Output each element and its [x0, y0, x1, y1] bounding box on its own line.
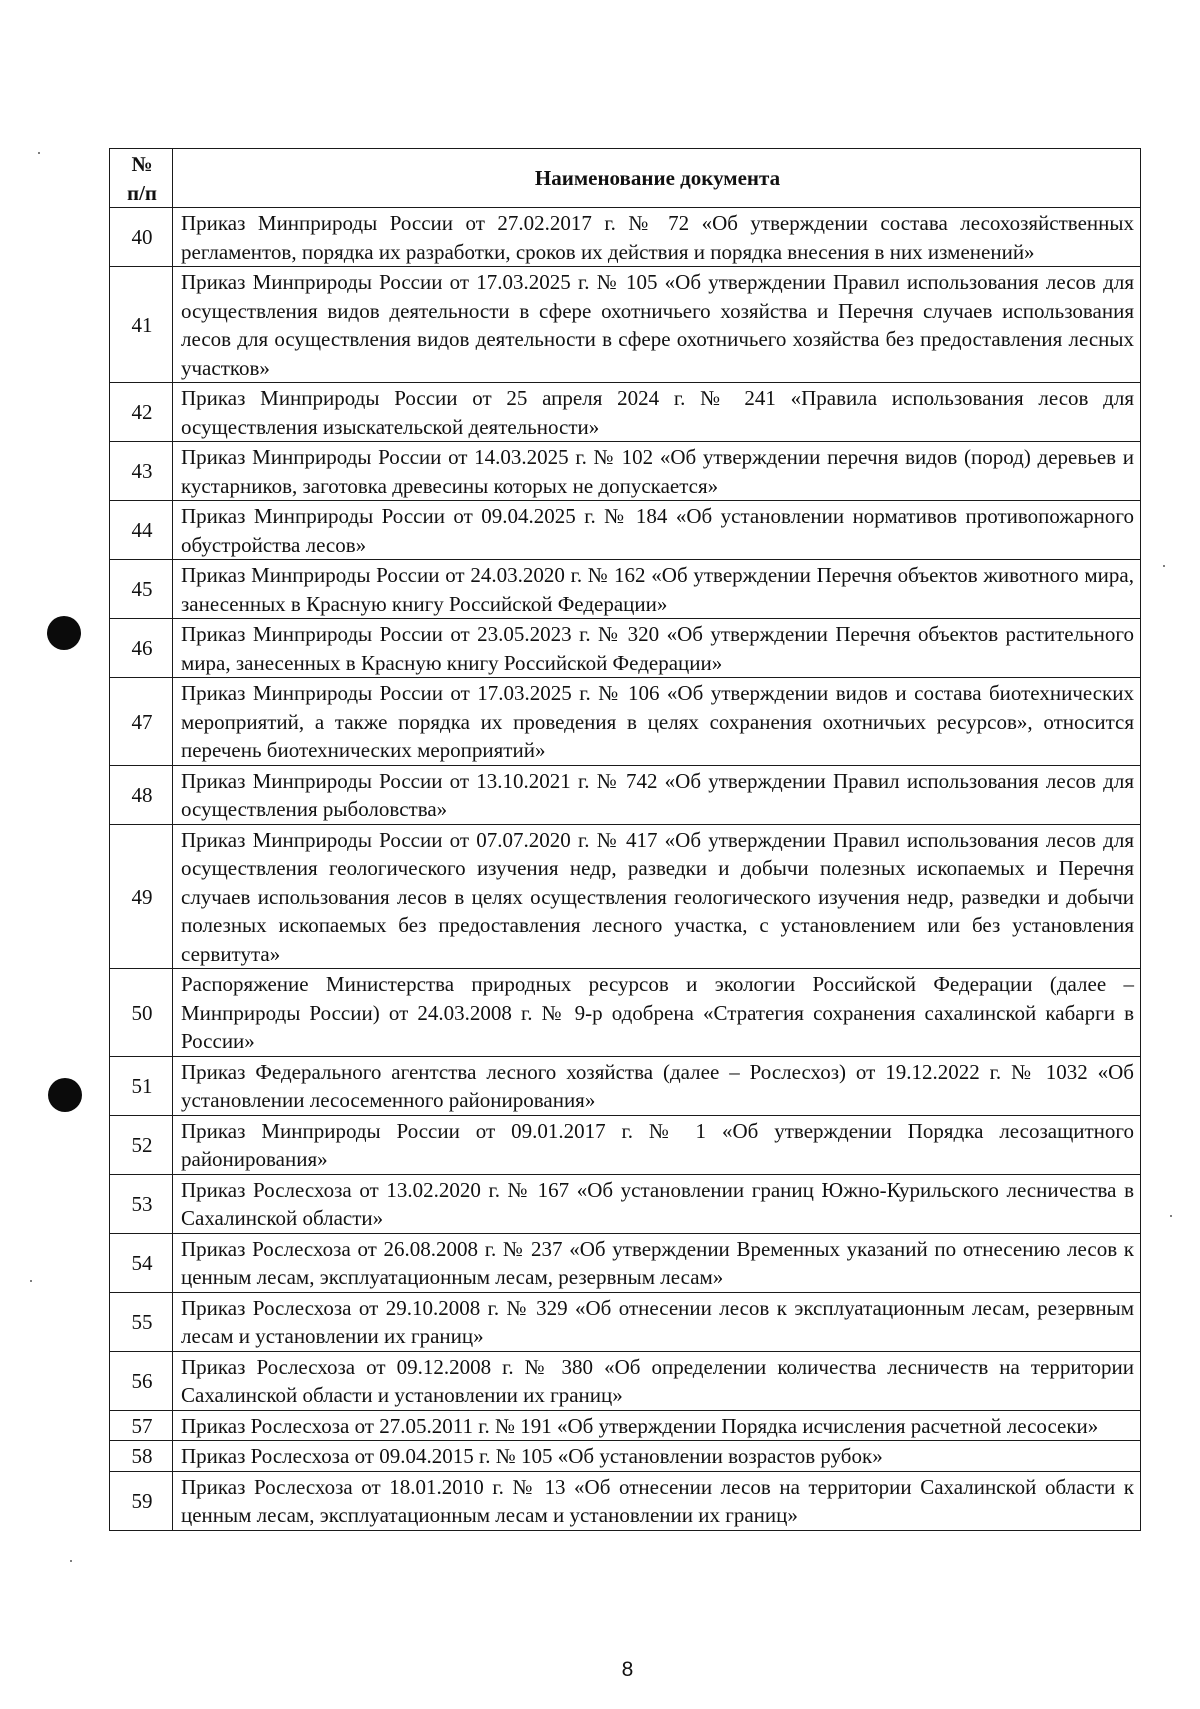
scan-speck: [1170, 1215, 1172, 1217]
document-name: Приказ Минприроды России от 17.03.2025 г. № 106 «Об утверждении видов и состава биотехнических мероприятий, а также порядка их проведения в целях сохранения охотничьих ресурсов», относится перечень биотехнических мероприятий»: [173, 678, 1141, 766]
document-name: Приказ Рослесхоза от 13.02.2020 г. № 167 «Об установлении границ Южно-Курильского лесничества в Сахалинской области»: [173, 1174, 1141, 1233]
table-row: [110, 969, 1141, 1057]
column-header-document-name: Наименование документа: [173, 149, 1141, 208]
document-name: Приказ Федерального агентства лесного хозяйства (далее – Рослесхоз) от 19.12.2022 г. № 1032 «Об установлении лесосеменного районирования»: [173, 1056, 1141, 1115]
row-number: 42: [110, 383, 173, 442]
table-row: [110, 1351, 1141, 1410]
row-number: 41: [110, 267, 173, 383]
table-header-row: [110, 149, 1141, 208]
table-row: [110, 1233, 1141, 1292]
document-name: Приказ Минприроды России от 23.05.2023 г. № 320 «Об утверждении Перечня объектов растительного мира, занесенных в Красную книгу Российской Федерации»: [173, 619, 1141, 678]
punch-hole-mark: [47, 616, 81, 650]
document-name: Приказ Рослесхоза от 09.04.2015 г. № 105 «Об установлении возрастов рубок»: [173, 1441, 1141, 1472]
table-row: [110, 765, 1141, 824]
table-row: [110, 1471, 1141, 1530]
document-name: Приказ Минприроды России от 09.04.2025 г. № 184 «Об установлении нормативов противопожарного обустройства лесов»: [173, 501, 1141, 560]
punch-hole-mark: [48, 1078, 82, 1112]
table-row: [110, 267, 1141, 383]
document-name: Приказ Минприроды России от 13.10.2021 г. № 742 «Об утверждении Правил использования лесов для осуществления рыболовства»: [173, 765, 1141, 824]
table-row: [110, 442, 1141, 501]
table-row: [110, 1115, 1141, 1174]
table-row: [110, 619, 1141, 678]
document-name: Приказ Рослесхоза от 09.12.2008 г. № 380 «Об определении количества лесничеств на территории Сахалинской области и установлении их границ»: [173, 1351, 1141, 1410]
document-name: Приказ Минприроды России от 25 апреля 2024 г. № 241 «Правила использования лесов для осуществления изыскательской деятельности»: [173, 383, 1141, 442]
document-name: Приказ Рослесхоза от 26.08.2008 г. № 237 «Об утверждении Временных указаний по отнесению лесов к ценным лесам, эксплуатационным лесам, резервным лесам»: [173, 1233, 1141, 1292]
table-row: [110, 678, 1141, 766]
row-number: 40: [110, 208, 173, 267]
row-number: 53: [110, 1174, 173, 1233]
row-number: 59: [110, 1471, 173, 1530]
row-number: 58: [110, 1441, 173, 1472]
table-row: [110, 1441, 1141, 1472]
row-number: 55: [110, 1292, 173, 1351]
scan-speck: [1163, 565, 1165, 567]
table-row: [110, 1410, 1141, 1441]
row-number: 44: [110, 501, 173, 560]
row-number: 52: [110, 1115, 173, 1174]
document-name: Приказ Минприроды России от 17.03.2025 г. № 105 «Об утверждении Правил использования лесов для осуществления видов деятельности в сфере охотничьего хозяйства и Перечня случаев использования лесов для осуществления видов деятельности в сфере охотничьего хозяйства без предоставления лесных участков»: [173, 267, 1141, 383]
table-row: [110, 1174, 1141, 1233]
document-name: Приказ Минприроды России от 24.03.2020 г. № 162 «Об утверждении Перечня объектов животного мира, занесенных в Красную книгу Российской Федерации»: [173, 560, 1141, 619]
row-number: 48: [110, 765, 173, 824]
table-row: [110, 824, 1141, 969]
row-number: 51: [110, 1056, 173, 1115]
documents-table: [109, 148, 1141, 1531]
row-number: 56: [110, 1351, 173, 1410]
row-number: 47: [110, 678, 173, 766]
page-number: 8: [621, 1658, 634, 1681]
table-row: [110, 208, 1141, 267]
row-number: 49: [110, 824, 173, 969]
scan-speck: [38, 152, 40, 154]
row-number: 43: [110, 442, 173, 501]
document-name: Приказ Рослесхоза от 27.05.2011 г. № 191 «Об утверждении Порядка исчисления расчетной лесосеки»: [173, 1410, 1141, 1441]
row-number: 50: [110, 969, 173, 1057]
table-row: [110, 383, 1141, 442]
table-row: [110, 1056, 1141, 1115]
row-number: 46: [110, 619, 173, 678]
document-name: Приказ Минприроды России от 27.02.2017 г. № 72 «Об утверждении состава лесохозяйственных регламентов, порядка их разработки, сроков их действия и порядка внесения в них изменений»: [173, 208, 1141, 267]
scan-speck: [30, 1280, 32, 1282]
document-name: Приказ Рослесхоза от 29.10.2008 г. № 329 «Об отнесении лесов к эксплуатационным лесам, резервным лесам и установлении их границ»: [173, 1292, 1141, 1351]
scan-speck: [70, 1560, 72, 1562]
row-number: 54: [110, 1233, 173, 1292]
table-row: [110, 560, 1141, 619]
document-name: Приказ Минприроды России от 09.01.2017 г. № 1 «Об утверждении Порядка лесозащитного районирования»: [173, 1115, 1141, 1174]
table-row: [110, 501, 1141, 560]
row-number: 45: [110, 560, 173, 619]
document-name: Распоряжение Министерства природных ресурсов и экологии Российской Федерации (далее – Минприроды России) от 24.03.2008 г. № 9-р одобрена «Стратегия сохранения сахалинской кабарги в России»: [173, 969, 1141, 1057]
row-number: 57: [110, 1410, 173, 1441]
document-name: Приказ Рослесхоза от 18.01.2010 г. № 13 «Об отнесении лесов на территории Сахалинской области к ценным лесам, эксплуатационным лесам и установлении их границ»: [173, 1471, 1141, 1530]
document-name: Приказ Минприроды России от 14.03.2025 г. № 102 «Об утверждении перечня видов (пород) деревьев и кустарников, заготовка древесины которых не допускается»: [173, 442, 1141, 501]
column-header-number: № п/п: [110, 149, 173, 208]
table-row: [110, 1292, 1141, 1351]
document-name: Приказ Минприроды России от 07.07.2020 г. № 417 «Об утверждении Правил использования лесов для осуществления геологического изучения недр, разведки и добычи полезных ископаемых и Перечня случаев использования лесов в целях осуществления геологического изучения недр, разведки и добычи полезных ископаемых без предоставления лесного участка, с установлением или без установления сервитута»: [173, 824, 1141, 969]
